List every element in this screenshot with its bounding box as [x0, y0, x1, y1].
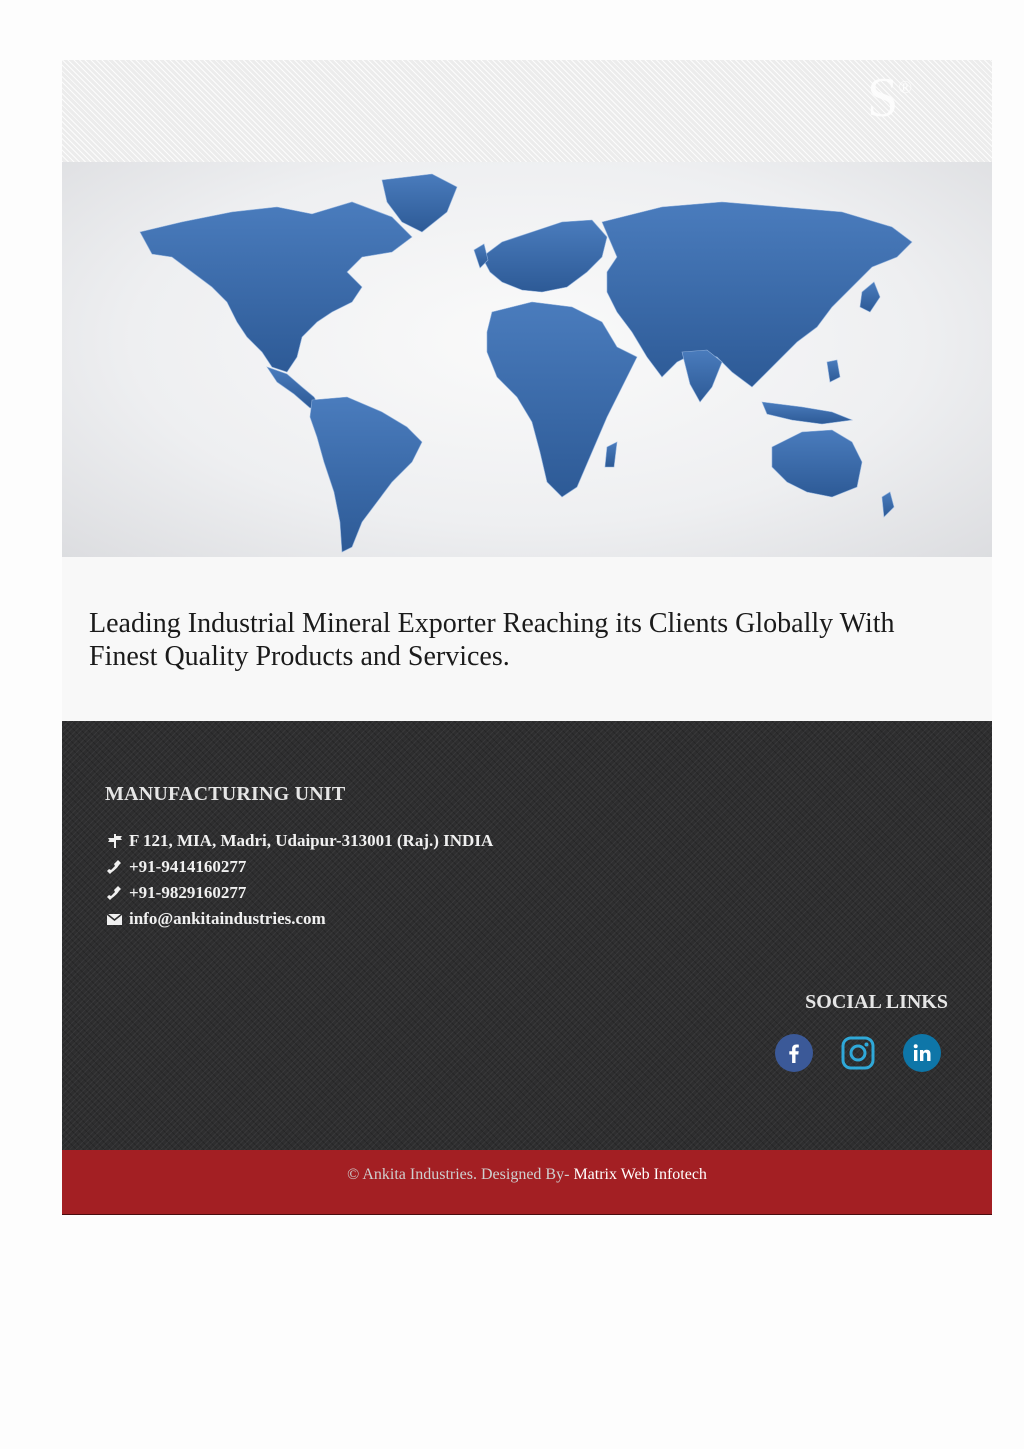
email-text[interactable]: info@ankitaindustries.com	[129, 909, 326, 928]
contact-section	[62, 721, 992, 1150]
address-line	[107, 828, 493, 854]
header-band	[62, 60, 992, 162]
facebook-icon	[775, 1034, 813, 1072]
email-line[interactable]	[107, 906, 493, 932]
new-zealand-shape	[882, 492, 894, 517]
linkedin-icon	[903, 1034, 941, 1072]
instagram-button[interactable]	[839, 1034, 877, 1072]
phone-text-2[interactable]: +91-9829160277	[129, 883, 247, 902]
manufacturing-unit-heading: MANUFACTURING UNIT	[105, 783, 346, 805]
contact-list	[107, 828, 493, 932]
world-map-image	[62, 162, 992, 557]
tagline-section	[62, 557, 992, 721]
world-map-icon	[62, 162, 992, 557]
address-text: F 121, MIA, Madri, Udaipur-313001 (Raj.) INDIA	[129, 831, 494, 850]
indonesia-shape	[762, 402, 852, 424]
phone-text-1[interactable]: +91-9414160277	[129, 857, 247, 876]
instagram-icon	[839, 1034, 877, 1072]
phone-icon	[107, 886, 129, 900]
designer-link[interactable]: Matrix Web Infotech	[573, 1166, 707, 1183]
envelope-icon	[107, 914, 129, 925]
footer-copyright	[62, 1166, 992, 1184]
facebook-button[interactable]	[775, 1034, 813, 1072]
philippines-shape	[827, 360, 840, 382]
north-america-shape	[140, 202, 412, 372]
japan-shape	[860, 282, 880, 312]
social-links	[775, 1034, 941, 1072]
africa-shape	[487, 302, 637, 497]
page	[62, 60, 992, 1215]
copyright-text: © Ankita Industries. Designed By-	[347, 1166, 574, 1183]
tagline-text: Leading Industrial Mineral Exporter Reaching its Clients Globally With Finest Quality Products and Services.	[89, 608, 895, 672]
australia-shape	[772, 430, 862, 497]
europe-shape	[482, 220, 607, 292]
madagascar-shape	[605, 442, 617, 467]
phone-icon	[107, 860, 129, 874]
linkedin-button[interactable]	[903, 1034, 941, 1072]
south-america-shape	[310, 397, 422, 552]
india-shape	[682, 350, 722, 402]
phone-line-1[interactable]	[107, 854, 493, 880]
footer-bar	[62, 1150, 992, 1215]
phone-line-2[interactable]	[107, 880, 493, 906]
watermark-logo: S®	[867, 67, 912, 129]
signpost-icon	[107, 834, 129, 848]
social-links-heading: SOCIAL LINKS	[805, 991, 948, 1013]
